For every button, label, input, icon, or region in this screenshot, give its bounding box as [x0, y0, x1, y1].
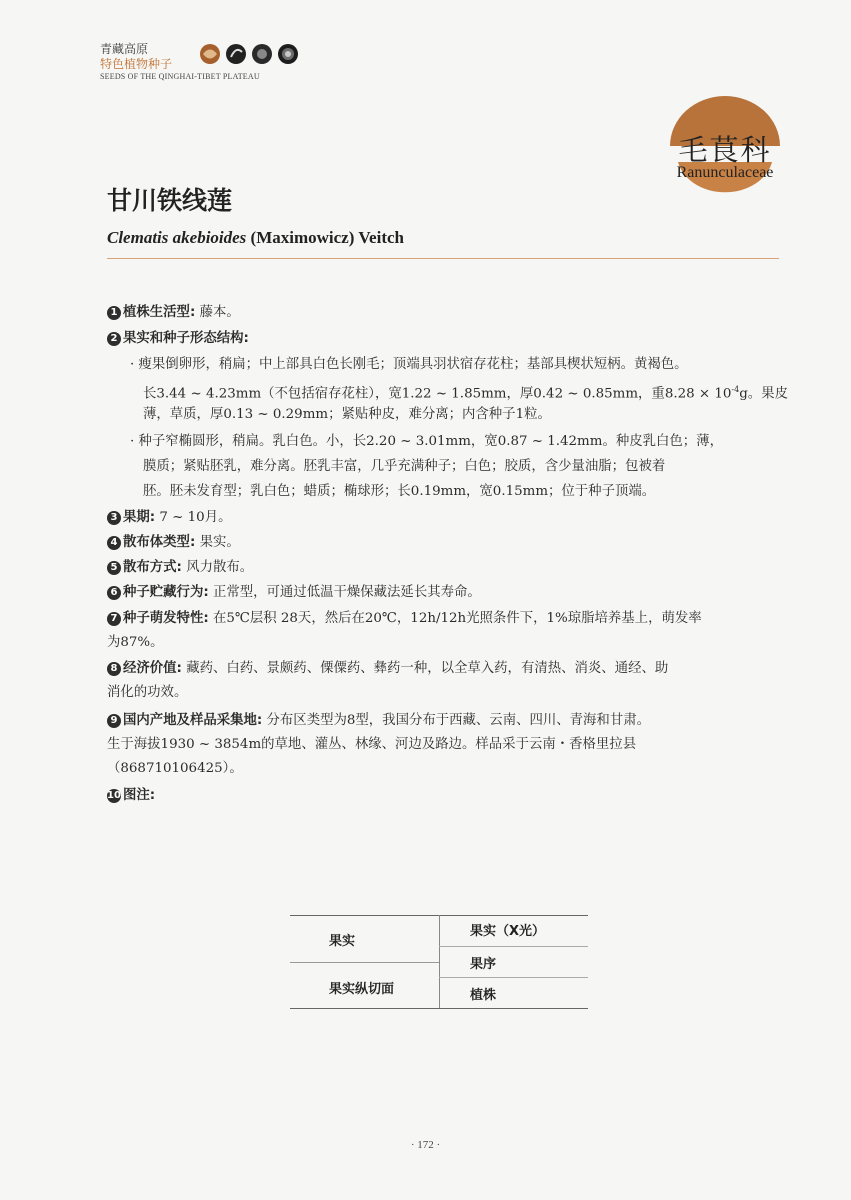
section-number: 6 — [107, 586, 121, 600]
legend-cell-plant: 植株 — [470, 988, 497, 1003]
section-text: 7 ~ 10月。 — [159, 510, 232, 525]
seed-description-line: · 种子窄椭圆形，稍扁。乳白色。小，长2.20 ~ 3.01mm，宽0.87 ~ 1.42mm。种皮乳白色；薄， — [130, 434, 723, 449]
section-life-form — [107, 301, 787, 325]
section-text: 正常型，可通过低温干燥保藏法延长其寿命。 — [212, 585, 481, 600]
section-text: 风力散布。 — [186, 560, 254, 575]
section-number: 5 — [107, 561, 121, 575]
legend-left-divider — [290, 962, 439, 963]
title-divider — [107, 258, 779, 259]
section-text: 在5℃层积 28天，然后在20℃，12h/12h光照条件下，1%琼脂培养基上，萌发率 — [212, 611, 702, 626]
section-number: 1 — [107, 306, 121, 320]
section-label: 种子贮藏行为: — [123, 585, 209, 600]
seed-icon — [252, 44, 272, 64]
section-number: 10 — [107, 790, 121, 801]
section-text: 藤本。 — [199, 305, 240, 320]
section-number: 7 — [107, 612, 121, 626]
fruit-description-line: 薄，草质，厚0.13 ~ 0.29mm；紧贴种皮，难分离；内含种子1粒。 — [143, 407, 551, 422]
family-name-zh: 毛茛科 — [678, 133, 772, 167]
fruit-measurements-tail: g。果皮 — [739, 386, 788, 402]
fruit-description-line: · 瘦果倒卵形，稍扁；中上部具白色长刚毛；顶端具羽状宿存花柱；基部具楔状短柄。黄褐色。 — [130, 357, 688, 372]
section-number: 2 — [107, 332, 121, 346]
legend-bottom-rule — [290, 1008, 588, 1009]
section-label: 国内产地及样品采集地: — [123, 713, 263, 728]
section-number: 3 — [107, 511, 121, 525]
seed-description-line: 胚。胚未发育型；乳白色；蜡质；椭球形；长0.19mm，宽0.15mm；位于种子顶端。 — [143, 484, 656, 499]
section-text: 藏药、白药、景颇药、傈僳药、彝药一种，以全草入药，有清热、消炎、通经、助 — [186, 661, 669, 676]
section-label: 散布方式: — [123, 560, 182, 575]
legend-vertical-divider — [439, 915, 440, 1008]
seed-icon — [200, 44, 220, 64]
section-number: 8 — [107, 662, 121, 676]
germination-line-2: 为87%。 — [107, 635, 164, 650]
section-fruiting-period — [107, 506, 787, 530]
series-title-zh-line2: 特色植物种子 — [100, 57, 173, 71]
section-germination — [107, 607, 787, 631]
seed-description-line: 膜质；紧贴胚乳，难分离。胚乳丰富，几乎充满种子；白色；胶质，含少量油脂；包被着 — [143, 459, 666, 474]
latin-binomial: Clematis akebioides — [107, 228, 247, 247]
seed-icons — [198, 42, 308, 66]
legend-right-divider — [439, 977, 588, 978]
section-label: 植株生活型: — [123, 305, 196, 320]
section-text: 分布区类型为8型，我国分布于西藏、云南、四川、青海和甘肃。 — [266, 713, 650, 728]
section-label: 经济价值: — [123, 661, 182, 676]
section-label: 种子萌发特性: — [123, 611, 209, 626]
section-economic-value — [107, 657, 787, 681]
latin-author: (Maximowicz) Veitch — [250, 228, 404, 247]
section-figure-notes — [107, 784, 787, 808]
legend-right-divider — [439, 946, 588, 947]
section-label: 果实和种子形态结构: — [123, 331, 249, 346]
economic-value-line-2: 消化的功效。 — [107, 685, 188, 700]
legend-cell-infructescence: 果序 — [470, 957, 497, 972]
legend-cell-fruit-section: 果实纵切面 — [329, 982, 395, 997]
exponent: -4 — [731, 385, 740, 394]
section-number: 9 — [107, 714, 121, 728]
seed-icon — [278, 44, 298, 64]
species-name-latin — [107, 228, 404, 248]
distribution-line-2: 生于海拔1930 ~ 3854m的草地、灌丛、林缘、河边及路边。样品采于云南・香格里拉县 — [107, 737, 637, 752]
distribution-line-3: （868710106425）。 — [107, 761, 243, 776]
species-name-zh: 甘川铁线莲 — [107, 186, 233, 215]
legend-cell-fruit: 果实 — [329, 934, 356, 949]
series-title-zh-line1: 青藏高原 — [100, 42, 149, 56]
section-dispersal-mode — [107, 556, 787, 580]
section-text: 果实。 — [199, 535, 240, 550]
series-title-en: SEEDS OF THE QINGHAI-TIBET PLATEAU — [100, 72, 260, 81]
seed-icon — [226, 44, 246, 64]
section-label: 果期: — [123, 510, 156, 525]
family-name-en: Ranunculaceae — [676, 164, 774, 181]
legend-cell-fruit-xray: 果实（X光） — [470, 924, 546, 939]
section-disseminule-type — [107, 531, 787, 555]
fruit-measurements: 长3.44 ~ 4.23mm（不包括宿存花柱），宽1.22 ~ 1.85mm，厚0.42 ~ 0.85mm，重8.28 × 10 — [143, 386, 732, 402]
section-number: 4 — [107, 536, 121, 550]
section-morphology — [107, 327, 787, 351]
page-number: · 172 · — [410, 1139, 441, 1151]
section-distribution — [107, 709, 787, 733]
section-storage-behavior — [107, 581, 787, 605]
section-label: 散布体类型: — [123, 535, 196, 550]
section-label: 图注: — [123, 788, 156, 803]
